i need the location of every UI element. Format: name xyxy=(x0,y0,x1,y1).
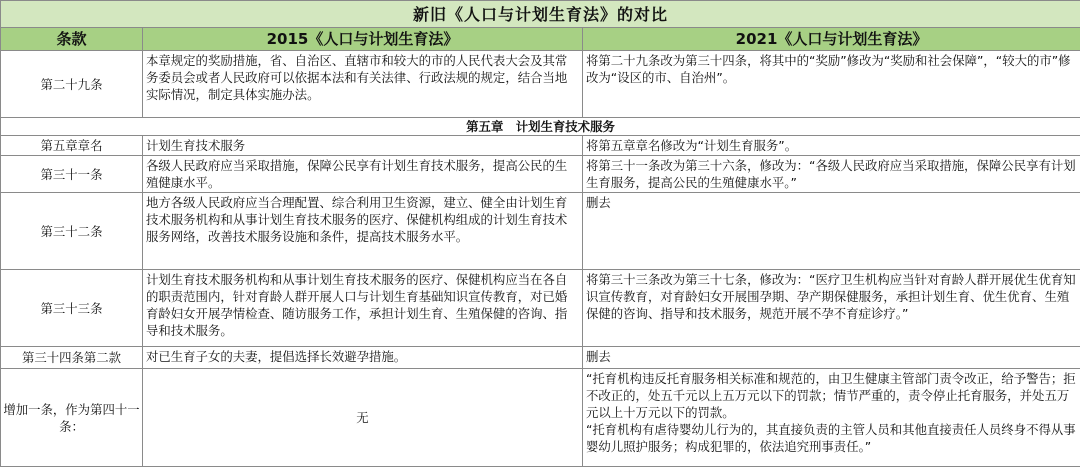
clause-cell: 第三十二条 xyxy=(1,193,143,270)
old-text-cell: 本章规定的奖励措施，省、自治区、直辖市和较大的市的人民代表大会及其常务委员会或者人民政府可以依据本法和有关法律、行政法规的规定，结合当地实际情况，制定具体实施办法。 xyxy=(143,51,583,118)
table-row xyxy=(1,136,1080,156)
old-text-cell: 无 xyxy=(143,369,583,467)
table-row xyxy=(1,51,1080,118)
clause-cell: 第三十三条 xyxy=(1,270,143,347)
header-clause: 条款 xyxy=(1,28,143,51)
new-text-cell: 将第五章章名修改为“计划生育服务”。 xyxy=(583,136,1080,156)
new-text-paragraph: “托育机构违反托育服务相关标准和规范的，由卫生健康主管部门责令改正，给予警告；拒不改正的，处五千元以上五万元以下的罚款；情节严重的，责令停止托育服务，并处五万元以上十万元以下的罚款。 xyxy=(586,371,1076,420)
table-title: 新旧《人口与计划生育法》的对比 xyxy=(1,1,1080,28)
new-text-cell: 将第三十三条改为第三十七条，修改为：“医疗卫生机构应当针对育龄人群开展优生优育知识宣传教育，对育龄妇女开展围孕期、孕产期保健服务，承担计划生育、优生优育、生殖保健的咨询、指导和技术服务，规范开展不孕不育症诊疗。” xyxy=(583,270,1080,347)
old-text-cell: 计划生育技术服务 xyxy=(143,136,583,156)
section-heading-row xyxy=(1,118,1080,136)
table-row xyxy=(1,369,1080,467)
old-text-cell: 地方各级人民政府应当合理配置、综合利用卫生资源，建立、健全由计划生育技术服务机构和从事计划生育技术服务的医疗、保健机构组成的计划生育技术服务网络，改善技术服务设施和条件，提高技术服务水平。 xyxy=(143,193,583,270)
clause-cell: 第三十一条 xyxy=(1,156,143,193)
new-text-cell: 删去 xyxy=(583,193,1080,270)
table-row xyxy=(1,193,1080,270)
new-text-cell: 将第二十九条改为第三十四条，将其中的“奖励”修改为“奖励和社会保障”，“较大的市”修改为“设区的市、自治州”。 xyxy=(583,51,1080,118)
clause-cell: 增加一条，作为第四十一条： xyxy=(1,369,143,467)
old-text-cell: 计划生育技术服务机构和从事计划生育技术服务的医疗、保健机构应当在各自的职责范围内，针对育龄人群开展人口与计划生育基础知识宣传教育，对已婚育龄妇女开展孕情检查、随访服务工作，承担计划生育、生殖保健的咨询、指导和技术服务。 xyxy=(143,270,583,347)
old-text-cell: 对已生育子女的夫妻，提倡选择长效避孕措施。 xyxy=(143,347,583,369)
section-heading: 第五章 计划生育技术服务 xyxy=(1,118,1080,136)
clause-cell: 第三十四条第二款 xyxy=(1,347,143,369)
new-text-cell: 删去 xyxy=(583,347,1080,369)
header-2021-law: 2021《人口与计划生育法》 xyxy=(583,28,1080,51)
old-text-cell: 各级人民政府应当采取措施，保障公民享有计划生育技术服务，提高公民的生殖健康水平。 xyxy=(143,156,583,193)
clause-cell: 第二十九条 xyxy=(1,51,143,118)
table-row xyxy=(1,270,1080,347)
table-row xyxy=(1,156,1080,193)
header-2015-law: 2015《人口与计划生育法》 xyxy=(143,28,583,51)
clause-cell: 第五章章名 xyxy=(1,136,143,156)
table-row xyxy=(1,347,1080,369)
new-text-paragraph: “托育机构有虐待婴幼儿行为的，其直接负责的主管人员和其他直接责任人员终身不得从事婴幼儿照护服务；构成犯罪的，依法追究刑事责任。” xyxy=(586,422,1076,454)
new-text-cell: 将第三十一条改为第三十六条，修改为：“各级人民政府应当采取措施，保障公民享有计划生育服务，提高公民的生殖健康水平。” xyxy=(583,156,1080,193)
new-text-cell xyxy=(583,369,1080,467)
